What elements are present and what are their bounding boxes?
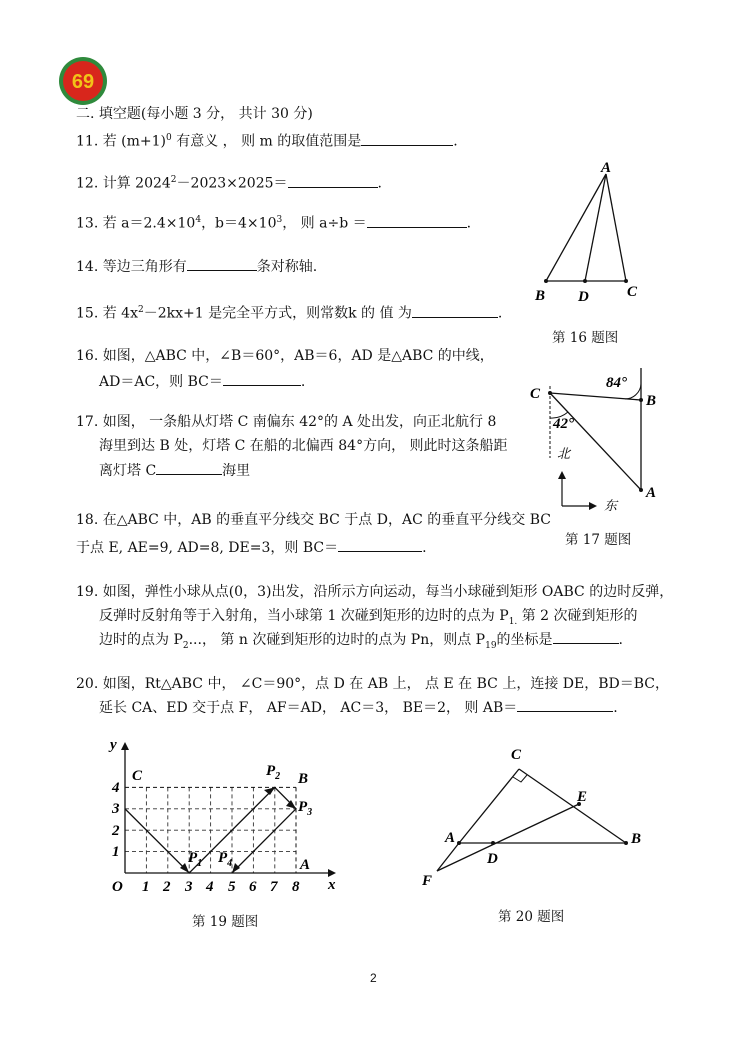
school-logo [57,55,109,107]
label-a: A [646,485,657,501]
label-c: C [132,768,143,784]
question-17-line2: 海里到达 B 处，灯塔 C 在船的北偏西 84°方向， 则此时这条船距 [99,438,508,454]
svg-text:6: 6 [249,879,257,895]
answer-blank-20[interactable] [517,697,613,712]
svg-text:7: 7 [270,879,278,895]
label-f: F [422,873,433,889]
label-b: B [646,393,657,409]
label-p1: $P_1$ [188,850,203,869]
answer-blank-18[interactable] [338,537,422,552]
label-b: B [631,831,642,847]
svg-text:1: 1 [112,844,120,860]
segment-ab [546,174,606,281]
svg-text:4: 4 [112,780,120,796]
path-arrow-icon [264,787,275,795]
figure-19 [100,733,350,898]
answer-blank-12[interactable] [288,173,378,188]
label-c: C [530,386,541,402]
svg-text:2: 2 [163,879,171,895]
answer-blank-13[interactable] [367,213,467,228]
point-d [583,279,587,283]
question-13: 13. 若 $a=2.4\times 10^4$，$b=4\times 10^3$， 则 a÷b ＝ . [76,210,471,234]
caption-fig19: 第 19 题图 [192,914,259,930]
y-axis-label: y [110,737,117,753]
question-15: 15. 若 $4x^2-2kx+1$ 是完全平方式，则常数k 的 值 为 . [76,300,502,324]
question-16-line1: 16. 如图，△ABC 中，∠B＝60°，AB＝6，AD 是△ABC 的中线， [76,348,494,364]
answer-blank-17[interactable] [156,460,222,475]
figure-17 [520,358,670,518]
segment-af [437,843,459,871]
angle-84-arc [625,384,641,399]
caption-fig17: 第 17 题图 [565,532,632,548]
svg-text:2: 2 [112,823,120,839]
figure-20 [415,740,645,895]
svg-text:4: 4 [206,879,214,895]
path-arrow-icon [232,863,240,873]
answer-blank-11[interactable] [361,131,453,146]
svg-text:5: 5 [228,879,236,895]
segment-fe [437,804,579,871]
point-a [457,841,461,845]
question-20-line2: 延长 CA、ED 交于点 F， AF＝AD， AC＝3， BE＝2， 则 AB＝ . [99,697,618,718]
point-b [544,279,548,283]
question-19-line1: 19. 如图，弹性小球从点(0，3)出发，沿所示方向运动，每当小球碰到矩形 OABC 的边时反弹， [76,584,674,600]
point-c [548,391,552,395]
east-arrowhead-icon [589,502,597,510]
figure-16 [525,155,655,310]
caption-fig20: 第 20 题图 [498,909,565,925]
north-arrowhead-icon [558,471,566,479]
segment-ad [585,174,606,281]
label-p4: $P_4$ [218,850,233,869]
origin-label: O [112,879,123,895]
question-11: 11. 若 $(m+1)^0$ 有意义 ， 则 m 的取值范围是 . [76,128,458,152]
segment-ca [459,769,519,843]
right-angle-mark [513,775,527,782]
answer-blank-19[interactable] [553,629,619,644]
label-a: A [300,857,311,873]
page-number: 2 [370,971,377,985]
answer-blank-15[interactable] [412,303,498,318]
label-c: C [627,284,638,300]
label-d: D [487,851,498,867]
path-arrow-icon [286,800,296,809]
label-p2: $P_2$ [266,763,281,782]
question-18-line2: 于点 E, AE=9, AD=8, DE=3，则 BC＝ . [76,537,427,558]
east-label: 东 [604,499,618,514]
label-b: B [535,288,546,304]
segment-cb [519,769,626,843]
question-14: 14. 等边三角形有 条对称轴. [76,256,317,277]
question-17-line3: 离灯塔 C 海里 [99,460,250,481]
svg-text:1: 1 [142,879,150,895]
answer-blank-14[interactable] [187,256,257,271]
label-b: B [298,771,309,787]
x-tick-labels [142,879,300,895]
angle-42-label: 42° [553,416,574,432]
label-a: A [445,830,456,846]
label-a: A [601,160,612,176]
point-b [639,398,643,402]
point-a [639,488,643,492]
caption-fig16: 第 16 题图 [552,330,619,346]
answer-blank-16[interactable] [223,371,301,386]
question-18-line1: 18. 在△ABC 中，AB 的垂直平分线交 BC 于点 D，AC 的垂直平分线交 BC [76,512,551,528]
y-tick-labels [111,780,120,860]
label-d: D [578,289,589,305]
svg-text:8: 8 [292,879,300,895]
question-20-line1: 20. 如图，Rt△ABC 中， ∠C＝90°，点 D 在 AB 上， 点 E 在 BC 上，连接 DE，BD＝BC， [76,676,669,692]
question-12: 12. 计算 $2024^2-2023\times 2025=$ . [76,170,382,194]
question-19-line3: 边时的点为 $P_2$...， 第 n 次碰到矩形的边时的点为 Pn，则点 $P_{19}$的坐标是 . [99,629,623,656]
label-c: C [511,747,522,763]
grid [125,787,296,873]
x-axis-label: x [328,877,336,893]
logo-text: 69 [71,71,95,93]
question-17-line1: 17. 如图， 一条船从灯塔 C 南偏东 42°的 A 处出发，向正北航行 8 [76,414,497,430]
svg-text:3: 3 [112,801,120,817]
label-p3: $P_3$ [298,799,313,818]
north-label: 北 [557,447,571,462]
question-19-line2: 反弹时反射角等于入射角，当小球第 1 次碰到矩形的边时的点为 $P_{1.}$ 第 2 次碰到矩形的 [99,608,638,627]
point-c [624,279,628,283]
point-d [491,841,495,845]
angle-84-label: 84° [606,375,627,391]
y-axis-arrow-icon [121,742,129,750]
section-title: 二. 填空题(每小题 3 分， 共计 30 分) [76,106,313,122]
svg-text:3: 3 [185,879,193,895]
point-b [624,841,628,845]
label-e: E [577,789,588,805]
question-16-line2: AD＝AC，则 BC＝ . [99,371,305,392]
x-axis-arrow-icon [328,869,336,877]
segment-ac [606,174,626,281]
